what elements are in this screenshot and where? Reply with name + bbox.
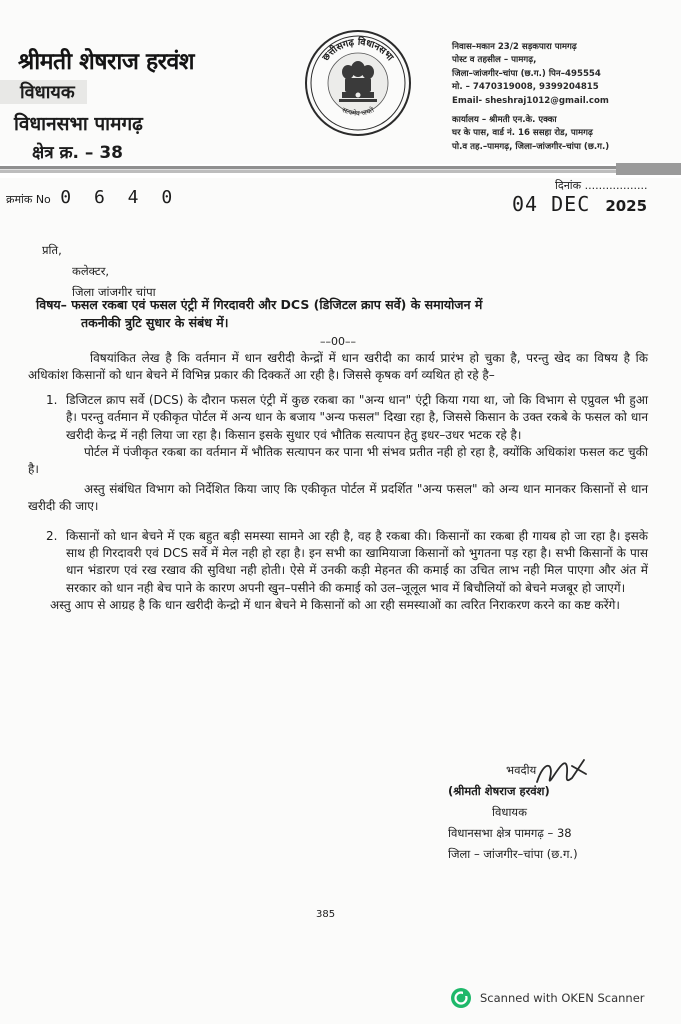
list-item-subparagraph: अस्तु संबंधित विभाग को निर्देशित किया जाए कि एकीकृत पोर्टल में प्रदर्शित "अन्य फसल" को अन्य धान मानकर किसानों से धान खरीदी की जाए। [28, 481, 648, 514]
closing-text: अस्तु आप से आग्रह है कि धान खरीदी केन्द्रो में धान बेचने मे किसानों को आ रही समस्याओं का त्वरित निराकरण करने का कष्ट करेंगे। [50, 598, 620, 613]
scanner-watermark-text: Scanned with OKEN Scanner [480, 991, 645, 1005]
office-line: कार्यालय – श्रीमती एन.के. एक्का [452, 115, 557, 126]
date-day: 04 [512, 192, 539, 216]
addressee-title: कलेक्टर, [72, 264, 110, 278]
office-line: घर के पास, वार्ड नं. 16 ससहा रोड, पामगढ़ [452, 128, 593, 139]
mla-name: श्रीमती शेषराज हरवंश [18, 49, 194, 75]
list-item [28, 392, 648, 444]
intro-paragraph: विषयांकित लेख है कि वर्तमान में धान खरीदी केन्द्रों में धान खरीदी का कार्य प्रारंभ हो चुका है, परन्तु खेद का विषय है कि अधिकांश किसानों को धान बेचने में विभिन्न प्रकार की दिक्कतें आ रही है। जिससे कृषक वर्ग व्यथित हो रहे है– [28, 351, 648, 383]
email-address: Email- sheshraj1012@gmail.com [452, 95, 609, 106]
reference-value: 0 6 4 0 [60, 187, 179, 208]
letterhead-contact-block [452, 41, 677, 154]
section-separator: ––00–– [320, 335, 356, 348]
addressee-block [42, 240, 156, 303]
scanner-logo-icon [450, 987, 472, 1009]
residence-line: पोस्ट व तहसील – पामगढ़, [452, 55, 537, 66]
subject-text-continued: तकनीकी त्रुटि सुधार के संबंध में। [81, 315, 229, 330]
signature-block [448, 760, 578, 865]
residence-line: जिला–जांजगीर–चांपा (छ.ग.) पिन–495554 [452, 68, 601, 79]
closing-paragraph [28, 597, 648, 614]
signatory-name: (श्रीमती शेषराज हरवंश) [448, 784, 550, 798]
list-item-number: 2. [46, 528, 58, 543]
signatory-designation: विधायक [492, 805, 527, 819]
scanner-watermark [450, 987, 645, 1009]
reference-prefix: No [35, 193, 51, 206]
list-item-text: डिजिटल क्राप सर्वे (DCS) के दौरान फसल एंट्री में कुछ रकबा का "अन्य धान" एंट्री किया गया था, जो कि विभाग से एप्रुवल भी हुआ है। परन्तु वर्तमान में एकीकृत पोर्टल में अन्य धान के बजाय "अन्य फसल" दिखा रहा है, जिससे किसान के उक्त रकबे के फसल को धान खरीदी केन्द्र में नही लिया जा रहा है। किसान इसके सुधार एवं भौतिक सत्यापन हेतु इधर–उधर भटक रहे है। [66, 392, 648, 442]
signatory-assembly: विधानसभा क्षेत्र पामगढ़ – 38 [448, 826, 572, 840]
list-item-text: किसानों को धान बेचने में एक बहुत बड़ी समस्या सामने आ रही है, वह है रकबा की। किसानों का रकबा ही गायब हो जा रहा है। इसके साथ ही गिरदावरी एवं DCS सर्वे में मेल नही हो रहा है। इन सभी का खामियाजा किसानों को भुगतना पड़ रहा है। सभी किसानों के पास धान भंडारण एवं रख रखाव की सुविधा नही होती। ऐसे में उनकी कड़ी मेहनत की कमाई का उचित लाभ नही मिल पाएगा और अंत में सरकार को धान नही बेच पाने के कारण अपनी खुन–पसीने की कमाई को उल–जूलूल भाव में बिचौलियों को बेचने मजबूर हो जाएगें। [66, 528, 648, 595]
list-item-number: 1. [46, 392, 58, 407]
constituency-number: क्षेत्र क्र. – 38 [32, 143, 123, 163]
seal-motto: सत्यमेव जयते [340, 105, 376, 118]
subject-line [36, 296, 636, 332]
residence-line: निवास–मकान 23/2 सड़कपारा पामगढ़ [452, 42, 577, 52]
reference-label: क्रमांक [6, 193, 33, 206]
page-number: 385 [316, 909, 336, 920]
addressee-district: जिला जांजगीर चांपा [72, 285, 156, 299]
subject-text: विषय– फसल रकबा एवं फसल एंट्री में गिरदावरी और DCS (डिजिटल क्राप सर्वे) के समायोजन में [36, 297, 483, 312]
reference-number [6, 187, 178, 208]
signatory-district: जिला – जांजगीर–चांपा (छ.ग.) [448, 847, 578, 861]
letterhead-left [0, 44, 245, 163]
date-label: दिनांक .................. [555, 179, 648, 192]
letter-body [28, 350, 648, 615]
assembly-name: विधानसभा पामगढ़ [14, 113, 143, 135]
phone-numbers: मो. – 7470319008, 9399204815 [452, 82, 599, 93]
date-stamp [512, 192, 647, 216]
assembly-seal-emblem [303, 28, 413, 138]
letterhead-divider [0, 164, 681, 178]
date-year: 2025 [605, 197, 648, 215]
date-month: DEC [551, 192, 591, 216]
mla-title: विधायक [0, 80, 87, 104]
addressee-salutation: प्रति, [42, 243, 62, 257]
list-item [28, 528, 648, 598]
seal-top-text: छत्तीसगढ़ विधानसभा [320, 36, 396, 64]
list-item-subparagraph: पोर्टल में पंजीकृत रकबा का वर्तमान में भौतिक सत्यापन कर पाना भी संभव प्रतीत नही हो रहा है, क्योंकि अधिकांश फसल कट चुकी है। [28, 445, 648, 477]
letterhead-divider-accent [616, 163, 681, 175]
office-line: पो.व तह.–पामगढ़, जिला–जांजगीर–चांपा (छ.ग.) [452, 141, 610, 152]
valediction: भवदीय [506, 763, 537, 777]
